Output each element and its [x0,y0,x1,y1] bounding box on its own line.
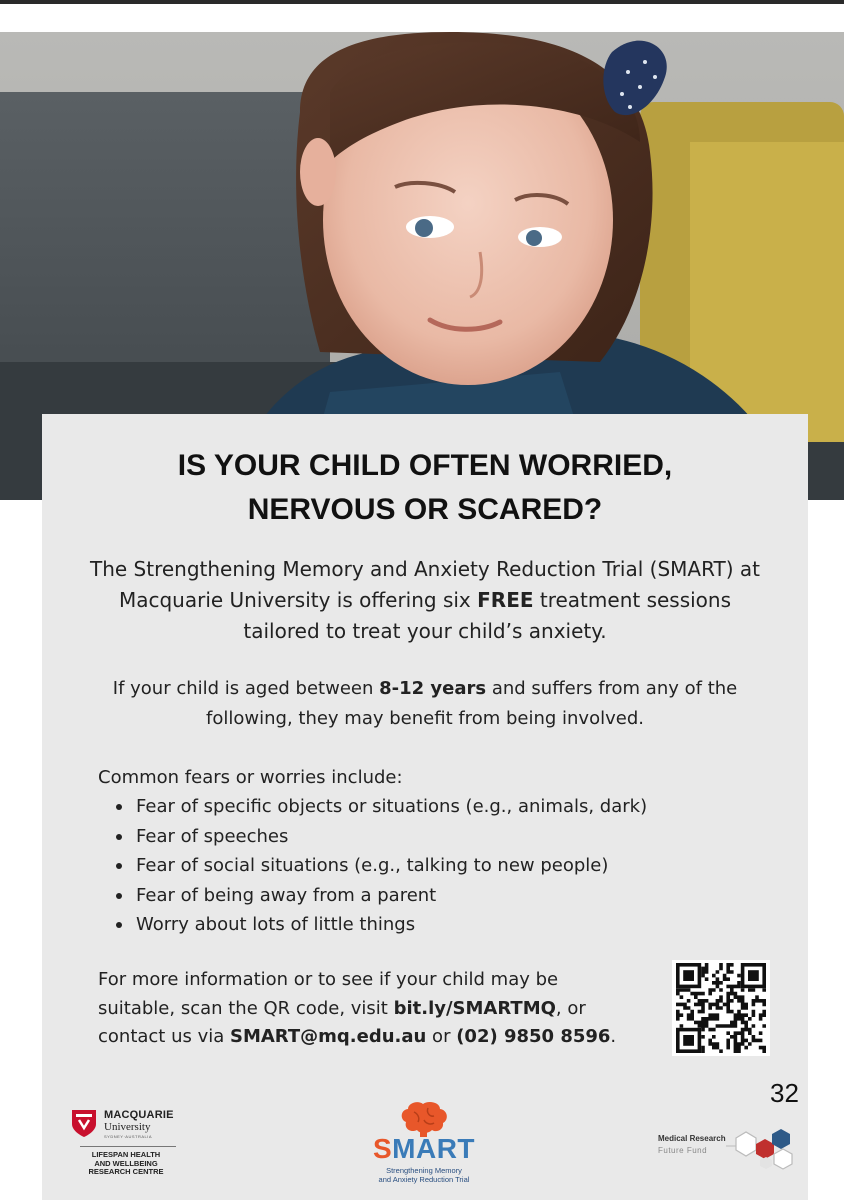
list-item: Fear of speeches [100,822,647,852]
list-item: Fear of social situations (e.g., talking to new people) [100,851,647,881]
fears-heading: Common fears or worries include: [98,767,403,788]
intro-paragraph [82,554,768,647]
centre-line: RESEARCH CENTRE [88,1167,164,1176]
eligibility-paragraph [82,674,768,734]
info-card [42,414,808,1200]
macquarie-logo [66,1104,186,1184]
contact-text-1: For more information or to see if your child may be suitable, scan the QR code, visit [98,969,559,1019]
centre-line: LIFESPAN HEALTH [91,1150,161,1159]
contact-text-2: , or contact us via [98,997,586,1047]
smart-wordmark [358,1134,490,1164]
smart-tagline [358,1166,490,1184]
smart-logo [358,1098,490,1190]
mrff-line-1: Medical Research [658,1134,726,1143]
list-item: Worry about lots of little things [100,910,647,940]
smart-tag-line: Strengthening Memory [386,1166,462,1175]
macquarie-divider [80,1146,176,1147]
smart-tag-line: and Anxiety Reduction Trial [378,1175,470,1184]
qr-code-icon[interactable] [672,960,770,1056]
centre-line: AND WELLBEING [94,1158,158,1168]
eligibility-text-2: and suffers from any of the following, they may benefit from being involved. [206,678,738,729]
top-edge-bar [0,0,844,4]
headline-line-1: IS YOUR CHILD OFTEN WORRIED, [177,449,673,482]
macquarie-name: MACQUARIE [104,1109,174,1121]
list-item: Fear of being away from a parent [100,881,647,911]
intro-text-1: The Strengthening Memory and Anxiety Reduction Trial (SMART) at Macquarie University is offering six [89,557,761,612]
macquarie-crest-icon [70,1108,98,1138]
smart-word-s: S [372,1133,393,1164]
intro-text-2: treatment sessions tailored to treat your child’s anxiety. [243,588,732,643]
page-number: 32 [770,1078,799,1108]
eligibility-age-emphasis: 8-12 years [379,678,487,699]
contact-paragraph [98,966,638,1052]
headline [42,444,808,532]
contact-text-3: or [426,1026,457,1047]
contact-text-4: . [610,1026,617,1047]
email-link[interactable]: SMART@mq.edu.au [230,1026,427,1047]
headline-line-2: NERVOUS OR SCARED? [247,493,603,526]
eligibility-text-1: If your child is aged between [112,678,380,699]
macquarie-sub: University [104,1121,151,1133]
hexagon-cluster-icon [726,1126,798,1174]
fears-list [100,792,647,940]
phone-number[interactable]: (02) 9850 8596 [456,1026,611,1047]
mrff-logo [656,1126,800,1174]
mrff-line-2: Future Fund [658,1146,708,1155]
website-link[interactable]: bit.ly/SMARTMQ [393,997,556,1019]
intro-free-emphasis: FREE [477,588,534,612]
research-centre-name [70,1151,182,1177]
smart-word-rest: MART [392,1133,476,1164]
macquarie-location: SYDNEY·AUSTRALIA [104,1134,153,1139]
list-item: Fear of specific objects or situations (e.g., animals, dark) [100,792,647,822]
